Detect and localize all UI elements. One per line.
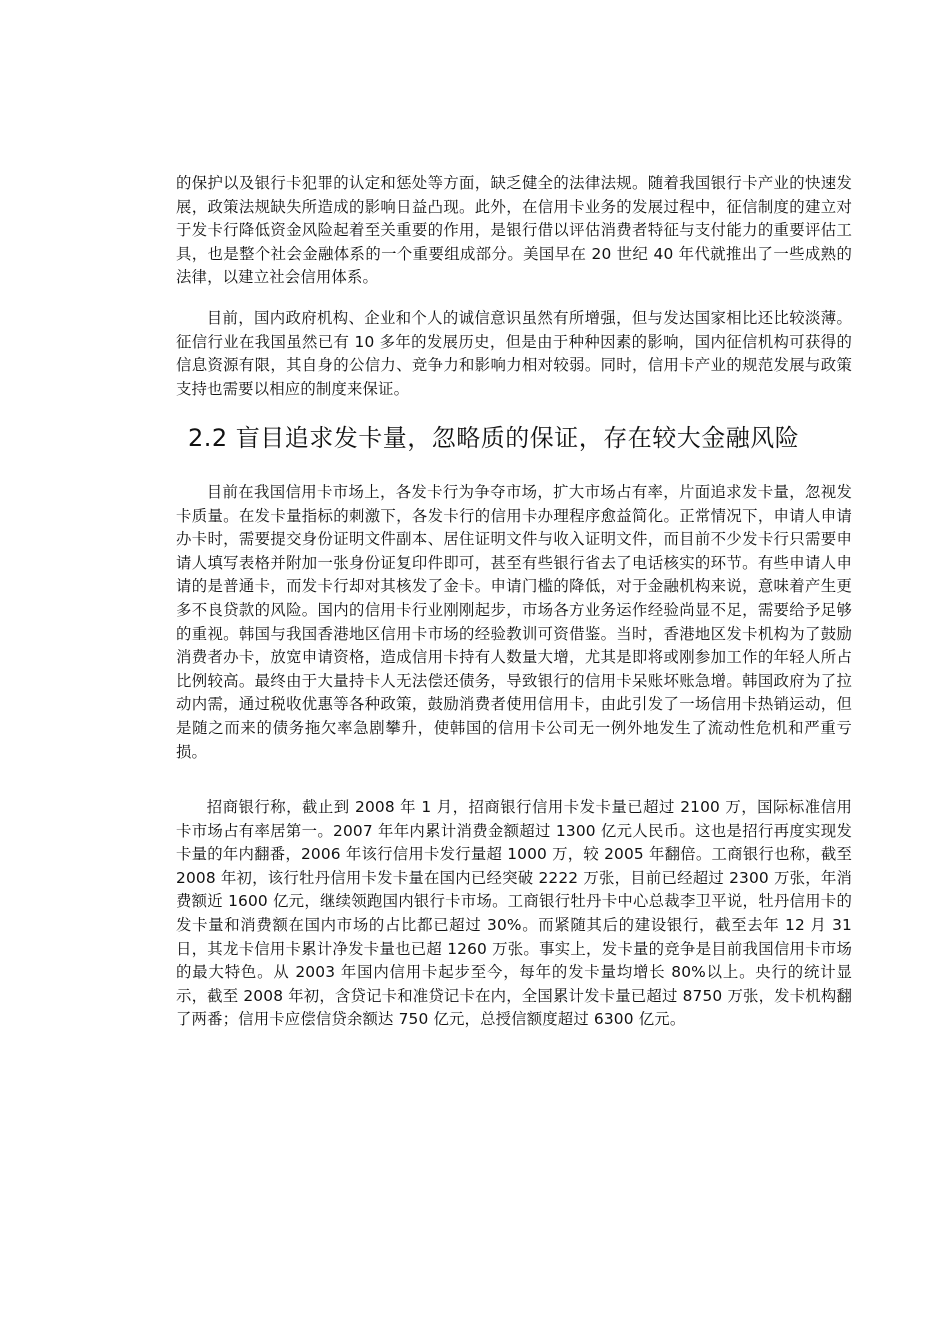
- body-paragraph-bank-statistics: 招商银行称，截止到 2008 年 1 月，招商银行信用卡发卡量已超过 2100 万，国际标准信用卡市场占有率居第一。2007 年年内累计消费金额超过 1300 亿元人民币。这也是招行再度实现发卡量的年内翻番，2006 年该行信用卡发行量超 1000 万，较 2005 年翻倍。工商银行也称，截至 2008 年初，该行牡丹信用卡发卡量在国内已经突破 2222 万张，目前已经超过 2300 万张，年消费额近 1600 亿元，继续领跑国内银行卡市场。工商银行牡丹卡中心总裁李卫平说，牡丹信用卡的发卡量和消费额在国内市场的占比都已超过 30%。而紧随其后的建设银行，截至去年 12 月 31 日，其龙卡信用卡累计净发卡量也已超 1260 万张。事实上，发卡量的竞争是目前我国信用卡市场的最大特色。从 2003 年国内信用卡起步至今，每年的发卡量均增长 80%以上。央行的统计显示，截至 2008 年初，含贷记卡和准贷记卡在内，全国累计发卡量已超过 8750 万张，发卡机构翻了两番；信用卡应偿信贷余额达 750 亿元，总授信额度超过 6300 亿元。: [176, 798, 852, 1029]
- section-heading: 2.2 盲目追求发卡量，忽略质的保证，存在较大金融风险: [188, 424, 800, 452]
- body-paragraph-legal-framework: 的保护以及银行卡犯罪的认定和惩处等方面，缺乏健全的法律法规。随着我国银行卡产业的快速发展，政策法规缺失所造成的影响日益凸现。此外，在信用卡业务的发展过程中，征信制度的建立对于发卡行降低资金风险起着至关重要的作用，是银行借以评估消费者特征与支付能力的重要评估工具，也是整个社会金融体系的一个重要组成部分。美国早在 20 世纪 40 年代就推出了一些成熟的法律，以建立社会信用体系。: [176, 174, 852, 287]
- body-paragraph-credit-reporting: 目前，国内政府机构、企业和个人的诚信意识虽然有所增强，但与发达国家相比还比较淡薄。征信行业在我国虽然已有 10 多年的发展历史，但是由于种种因素的影响，国内征信机构可获得的信息资源有限，其自身的公信力、竞争力和影响力相对较弱。同时，信用卡产业的规范发展与政策支持也需要以相应的制度来保证。: [176, 309, 852, 398]
- body-paragraph-card-issuance-risk: 目前在我国信用卡市场上，各发卡行为争夺市场，扩大市场占有率，片面追求发卡量，忽视发卡质量。在发卡量指标的刺激下，各发卡行的信用卡办理程序愈益简化。正常情况下，申请人申请办卡时，需要提交身份证明文件副本、居住证明文件与收入证明文件，而目前不少发卡行只需要申请人填写表格并附加一张身份证复印件即可，甚至有些银行省去了电话核实的环节。有些申请人申请的是普通卡，而发卡行却对其核发了金卡。申请门槛的降低，对于金融机构来说，意味着产生更多不良贷款的风险。国内的信用卡行业刚刚起步，市场各方业务运作经验尚显不足，需要给予足够的重视。韩国与我国香港地区信用卡市场的经验教训可资借鉴。当时，香港地区发卡机构为了鼓励消费者办卡，放宽申请资格，造成信用卡持有人数量大增，尤其是即将或刚参加工作的年轻人所占比例较高。最终由于大量持卡人无法偿还债务，导致银行的信用卡呆账坏账急增。韩国政府为了拉动内需，通过税收优惠等各种政策，鼓励消费者使用信用卡，由此引发了一场信用卡热销运动，但是随之而来的债务拖欠率急剧攀升，使韩国的信用卡公司无一例外地发生了流动性危机和严重亏损。: [176, 483, 852, 761]
